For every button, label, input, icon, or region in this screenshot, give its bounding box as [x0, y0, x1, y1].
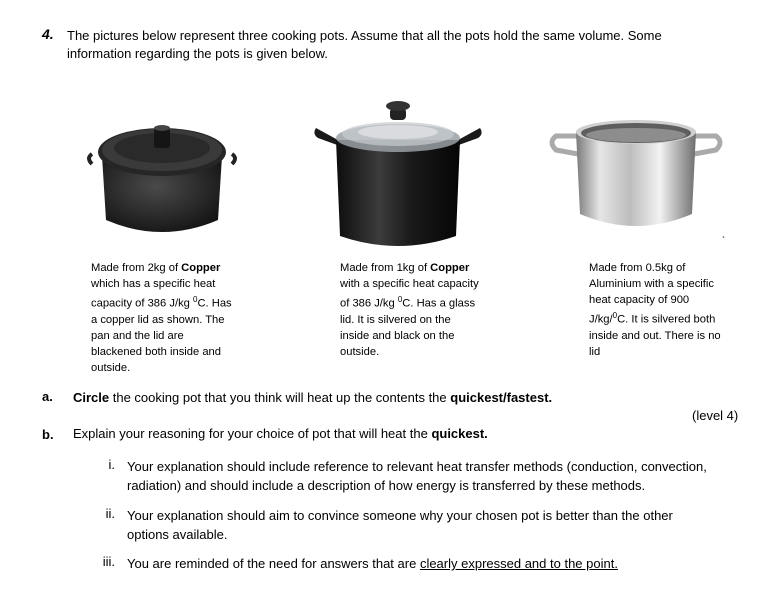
pot-description-run: inside and out. There is no	[589, 329, 721, 342]
pot-description-run: Made from 0.5kg of	[589, 262, 686, 274]
pot-description-run: Aluminium with a specific	[589, 278, 714, 290]
pot-description	[340, 260, 520, 360]
subpart-i-label: i.	[108, 457, 115, 472]
subpart-i-text	[127, 457, 767, 495]
black-stockpot-image	[310, 96, 486, 252]
pot-description-line	[589, 260, 759, 276]
pot-description	[91, 260, 261, 376]
pot-description-run: Copper	[181, 262, 221, 274]
pot-description-line	[589, 328, 759, 344]
pot-description-line	[340, 260, 520, 276]
pot-description-run: heat capacity of 900	[589, 294, 690, 306]
pot-description-run: outside.	[340, 345, 380, 358]
pot-description-line	[589, 308, 759, 328]
silver-pot-image	[548, 114, 724, 238]
black-cast-pot-image	[84, 110, 240, 244]
subpart-ii-line1: Your explanation should aim to convince someone why your chosen pot is better than the other	[127, 508, 673, 523]
pot-description-line	[340, 344, 520, 360]
subpart-iii-underlined: clearly expressed and to the point.	[419, 556, 618, 571]
question-intro: The pictures below represent three cooking pots. Assume that all the pots hold the same volume. Some information regarding the pots is given below.	[67, 28, 662, 61]
pot-description-run: C. Has a glass	[402, 297, 476, 310]
part-a-mid: the cooking pot that you think will heat up the contents the	[109, 390, 451, 405]
pot-description-run: 0	[612, 311, 618, 320]
pot-description-line	[91, 360, 261, 376]
pot-description-run: with a specific heat capacity	[340, 278, 479, 290]
pot-description-run: Made from 1kg of	[340, 262, 431, 274]
part-a-bold-end: quickest/fastest.	[450, 390, 553, 405]
part-b-label: b.	[42, 427, 54, 442]
subpart-iii-label: iii.	[102, 554, 115, 569]
pot-description-run: lid. It is silvered on the	[340, 313, 451, 326]
subpart-ii-label: ii.	[105, 506, 115, 521]
pot-description-run: capacity of 386 J/kg	[91, 297, 193, 310]
part-b-main: Explain your reasoning for your choice of pot that will heat the	[73, 426, 432, 441]
pot-description-line	[589, 344, 759, 360]
pot-description-run: which has a specific heat	[91, 278, 216, 290]
subpart-ii-text	[127, 506, 767, 544]
stray-mark: ˋ	[722, 236, 726, 247]
part-b-bold-end: quickest.	[431, 426, 488, 441]
pot-description-line	[340, 292, 520, 312]
pot-description-line	[589, 292, 759, 308]
question-number: 4.	[42, 26, 54, 42]
pot-description-line	[91, 276, 261, 292]
pot-description-run: a copper lid as shown. The	[91, 313, 225, 326]
pot-description-line	[91, 344, 261, 360]
pot-description-run: outside.	[91, 361, 131, 374]
part-b-text	[73, 425, 713, 443]
subpart-i-line2: radiation) and should include a description of how energy is transferred by these methods.	[127, 478, 646, 493]
pot-description-run: 0	[193, 295, 198, 304]
part-a-level: (level 4)	[692, 408, 739, 423]
subpart-iii-text	[127, 554, 767, 573]
part-a-label: a.	[42, 389, 53, 404]
pot-description-line	[91, 292, 261, 312]
pot-description-run: J/kg/	[589, 313, 613, 326]
pot-description-run: Copper	[430, 262, 470, 274]
pot-description-line	[91, 328, 261, 344]
part-a-text	[73, 389, 673, 407]
pot-description-run: C. It is silvered both	[617, 313, 716, 326]
pot-description-line	[340, 276, 520, 292]
pot-description-run: of 386 J/kg	[340, 297, 398, 310]
pot-description	[589, 260, 759, 360]
pot-description-run: lid	[589, 345, 601, 358]
pot-description-line	[91, 260, 261, 276]
pot-description-line	[340, 328, 520, 344]
part-a-bold-start: Circle	[73, 390, 110, 405]
pot-description-line	[91, 312, 261, 328]
pot-description-run: blackened both inside and	[91, 345, 222, 358]
subpart-ii-line2: options available.	[127, 527, 228, 542]
subpart-i-line1: Your explanation should include reference to relevant heat transfer methods (conduction, convection,	[127, 459, 707, 474]
pot-description-line	[340, 312, 520, 328]
pot-description-run: 0	[397, 295, 403, 304]
subpart-iii-line1: You are reminded of the need for answers that are	[127, 556, 420, 571]
pot-description-run: Made from 2kg of	[91, 262, 182, 274]
pot-description-line	[589, 276, 759, 292]
pot-description-run: pan and the lid are	[91, 329, 184, 342]
pot-description-run: C. Has	[197, 297, 232, 310]
pot-description-run: inside and black on the	[340, 329, 455, 342]
